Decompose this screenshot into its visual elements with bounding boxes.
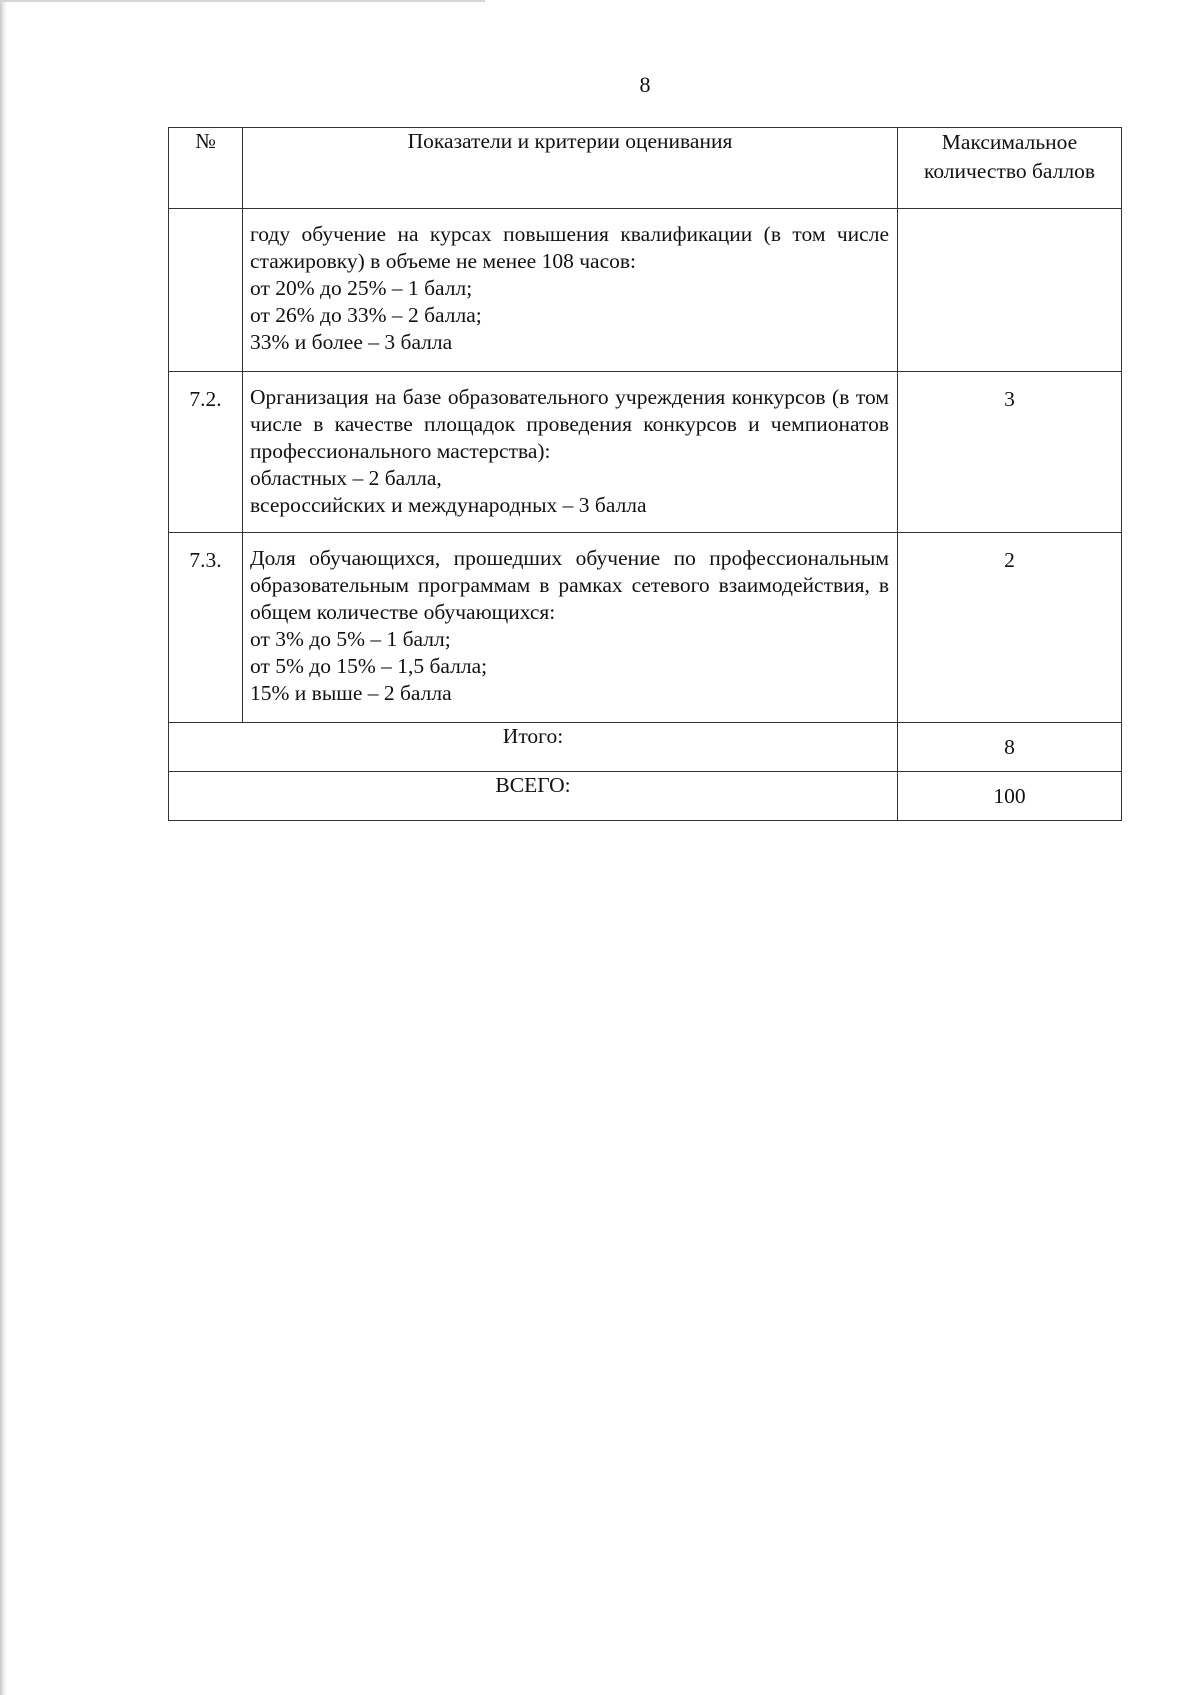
table-row: [169, 372, 1122, 533]
criteria-line: от 26% до 33% – 2 балла;: [250, 303, 482, 327]
scan-top-line: [0, 0, 485, 2]
criteria-line: от 3% до 5% – 1 балл;: [250, 627, 451, 651]
scan-edge-shadow: [0, 0, 7, 1695]
row-criteria: [243, 533, 898, 723]
criteria-line: всероссийских и международных – 3 балла: [250, 493, 647, 517]
criteria-table: [168, 127, 1122, 821]
header-number: №: [169, 128, 243, 209]
criteria-line: областных – 2 балла,: [250, 466, 442, 490]
subtotal-label: Итого:: [169, 723, 898, 772]
row-number: 7.3.: [169, 533, 243, 723]
header-criteria: Показатели и критерии оценивания: [243, 128, 898, 209]
subtotal-value: 8: [898, 723, 1122, 772]
row-max-points: [898, 209, 1122, 372]
subtotal-row: [169, 723, 1122, 772]
criteria-text: Организация на базе образовательного учреждения конкурсов (в том числе в качестве площадок проведения конкурсов и чемпионатов профессионального мастерства):: [250, 385, 889, 463]
criteria-line: 33% и более – 3 балла: [250, 330, 453, 354]
row-max-points: 2: [898, 533, 1122, 723]
criteria-text: году обучение на курсах повышения квалификации (в том числе стажировку) в объеме не менее 108 часов:: [250, 222, 889, 273]
page-number: 8: [639, 72, 651, 97]
criteria-line: от 5% до 15% – 1,5 балла;: [250, 654, 488, 678]
row-criteria: [243, 372, 898, 533]
table-row: [169, 209, 1122, 372]
criteria-line: от 20% до 25% – 1 балл;: [250, 276, 473, 300]
criteria-line: 15% и выше – 2 балла: [250, 681, 452, 705]
row-criteria: [243, 209, 898, 372]
row-number: [169, 209, 243, 372]
table-header-row: [169, 128, 1122, 209]
header-max-points: Максимальное количество баллов: [898, 128, 1122, 209]
total-value: 100: [898, 772, 1122, 821]
table-row: [169, 533, 1122, 723]
row-max-points: 3: [898, 372, 1122, 533]
total-label: ВСЕГО:: [169, 772, 898, 821]
total-row: [169, 772, 1122, 821]
row-number: 7.2.: [169, 372, 243, 533]
criteria-text: Доля обучающихся, прошедших обучение по профессиональным образовательным программам в рамках сетевого взаимодействия, в общем количестве обучающихся:: [250, 546, 889, 624]
